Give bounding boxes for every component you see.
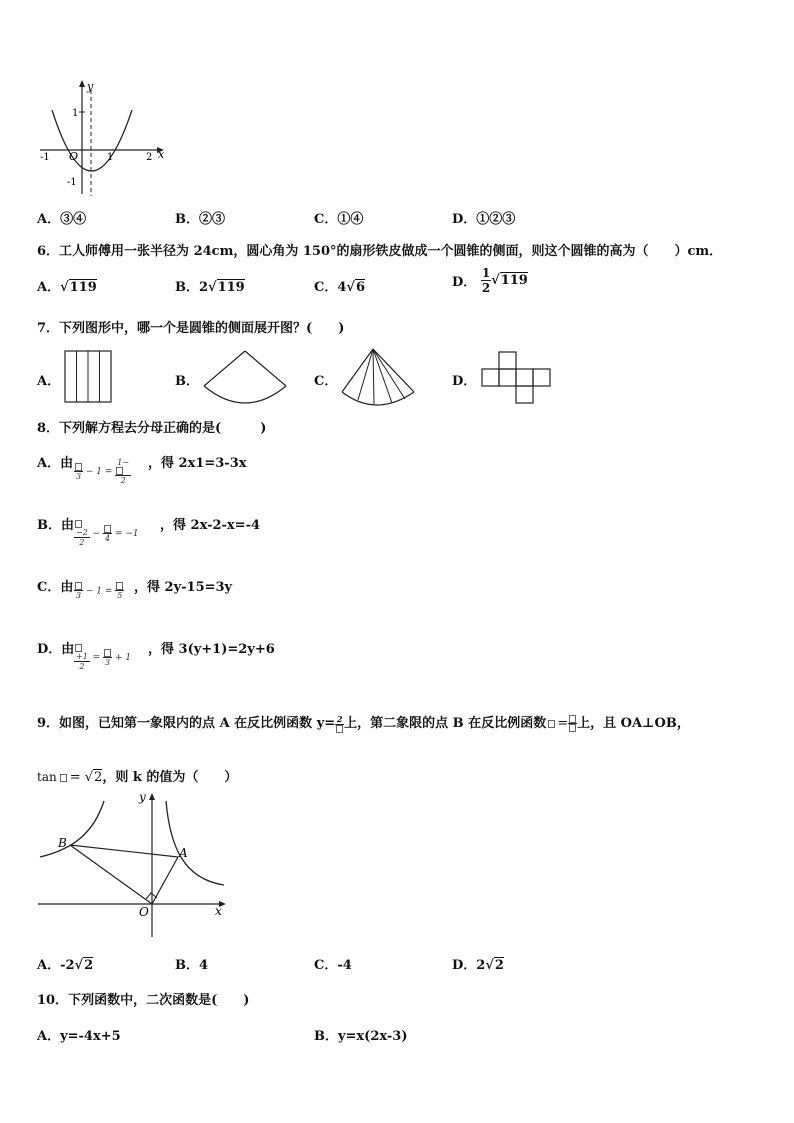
q9-option-d[interactable]: D．2√2 (452, 958, 504, 973)
fig9-y-label: y (139, 790, 146, 804)
q5-option-d[interactable]: D．①②③ (452, 212, 516, 227)
hyperbola-figure (34, 787, 230, 939)
q6-c-radicand: 6 (355, 280, 365, 295)
q6-option-a[interactable]: A．√119 (37, 280, 97, 295)
fig5-x-label: x (158, 148, 165, 161)
q8-d-result: ，得 3(y+1)=2y+6 (148, 642, 275, 657)
q8-b-equation: $\frac{-2}{2}$ − 4 = −1 (74, 520, 139, 547)
q8-a-result: ，得 2x1=3-3x (148, 456, 247, 471)
q9-option-b[interactable]: B．4 (175, 958, 209, 973)
q5-option-c[interactable]: C．①④ (314, 212, 364, 227)
q7-figure-a-rectangles (64, 350, 114, 404)
q7-option-c[interactable]: C． (314, 374, 338, 389)
q8-option-c[interactable]: C．由 (37, 580, 74, 595)
q6-b-radicand: 119 (217, 280, 245, 295)
q8-option-a[interactable]: A．由 (37, 456, 74, 471)
fig9-origin: O (139, 905, 149, 919)
fig5-tick-x-neg1: -1 (40, 152, 50, 163)
q6-option-d[interactable]: D． $\frac{1}{2}$ √119 (452, 266, 528, 295)
q9-line2: tan = √2，则 k 的值为（ ） (37, 770, 238, 785)
q10-option-a[interactable]: A．y=-4x+5 (37, 1029, 121, 1044)
fig5-tick-y-neg1: -1 (67, 177, 77, 188)
parabola-figure (34, 74, 174, 200)
q9-option-c[interactable]: C．-4 (314, 958, 352, 973)
q7-option-b[interactable]: B． (175, 374, 199, 389)
q6-option-b[interactable]: B．2√119 (175, 280, 245, 295)
q9-stem: 9．如图，已知第一象限内的点 A 在反比例函数 y= 2 上，第二象限的点 B 在反比例函数 = 上，且 OA⊥OB， (37, 713, 690, 731)
q6-stem: 6．工人师傅用一张半径为 24cm，圆心角为 150°的扇形铁皮做成一个圆锥的侧面，则这个圆锥的高为（ ）cm． (37, 244, 723, 259)
fig5-tick-x-2: 2 (146, 152, 153, 163)
q7-stem: 7．下列图形中，哪一个是圆锥的侧面展开图？( ) (37, 321, 345, 336)
q8-c-equation: 3 − 1 = 5 (74, 582, 124, 600)
q6-option-c[interactable]: C．4√6 (314, 280, 365, 295)
q9-frac-2-over-x: 2 (335, 715, 344, 733)
fig5-tick-x-1: 1 (107, 152, 114, 163)
q7-figure-b-sector (200, 348, 290, 406)
q8-c-result: ，得 2y-15=3y (134, 580, 233, 595)
q8-b-result: ，得 2x-2-x=-4 (160, 518, 261, 533)
q8-stem: 8．下列解方程去分母正确的是( ) (37, 421, 267, 436)
q6-a-radicand: 119 (69, 280, 97, 295)
q9-option-a[interactable]: A．-2√2 (37, 958, 94, 973)
q8-option-b[interactable]: B．由 (37, 518, 74, 533)
fig9-point-b: B (58, 836, 67, 850)
q8-option-d[interactable]: D．由 (37, 642, 75, 657)
q6-d-radicand: 119 (500, 273, 528, 288)
q10-option-b[interactable]: B．y=x(2x-3) (314, 1029, 408, 1044)
fig5-origin: O (69, 150, 79, 163)
q7-figure-d-cube-net (479, 349, 553, 407)
q8-d-equation: $\frac{+1}{2}$ = 3 + 1 (74, 644, 131, 671)
fig9-point-a: A (179, 846, 188, 860)
q7-figure-c-pyramid (340, 346, 416, 408)
q5-option-b[interactable]: B．②③ (175, 212, 225, 227)
q10-stem: 10．下列函数中，二次函数是( ) (37, 993, 250, 1008)
q5-option-a[interactable]: A．③④ (37, 212, 87, 227)
q9-frac-k-over-x (568, 715, 577, 732)
q7-option-d[interactable]: D． (452, 374, 477, 389)
q6-d-fraction: $\frac{1}{2}$ (481, 266, 491, 295)
q8-a-equation: 3 − 1 = $\frac{1-}{2}$ (75, 458, 130, 485)
fig5-tick-y-1: 1 (72, 108, 79, 119)
fig9-x-label: x (215, 904, 222, 918)
q7-option-a[interactable]: A． (37, 374, 61, 389)
fig5-y-label: y (87, 80, 94, 93)
